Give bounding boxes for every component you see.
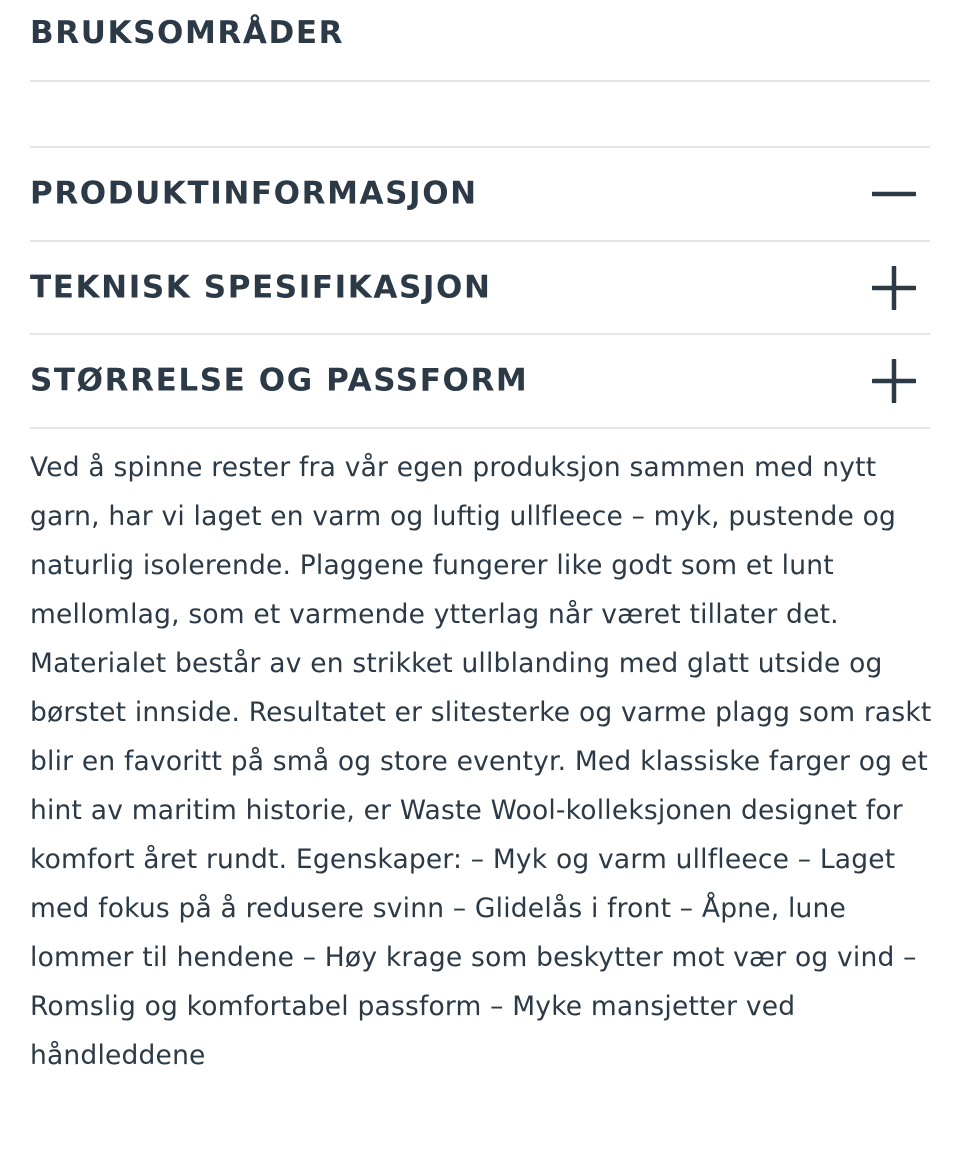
minus-icon[interactable]: [872, 172, 916, 216]
plus-icon[interactable]: [872, 266, 916, 310]
product-description: Ved å spinne rester fra vår egen produksjon sammen med nytt garn, har vi laget en varm og luftig ullfleece – myk, pustende og naturlig isolerende. Plaggene fungerer like godt som et lunt mellomlag, som et varmende ytterlag når været tillater det. Materialet består av en strikket ullblanding med glatt utside og børstet innside. Resultatet er slitesterke og varme plagg som raskt blir en favoritt på små og store eventyr. Med klassiske farger og et hint av maritim historie, er Waste Wool-kolleksjonen designet for komfort året rundt. Egenskaper: – Myk og varm ullfleece – Laget med fokus på å redusere svinn – Glidelås i front – Åpne, lune lommer til hendene – Høy krage som beskytter mot vær og vind – Romslig og komfortabel passform – Myke mansjetter ved håndleddene: [30, 452, 932, 1071]
plus-icon[interactable]: [872, 359, 916, 403]
accordion-label: PRODUKTINFORMASJON: [30, 175, 478, 212]
divider: [30, 427, 930, 429]
accordion-label: TEKNISK SPESIFIKASJON: [30, 269, 492, 306]
accordion-produktinformasjon[interactable]: [30, 148, 930, 240]
usage-section-title: BRUKSOMRÅDER: [30, 15, 345, 51]
accordion-teknisk-spesifikasjon[interactable]: [30, 242, 930, 334]
divider: [30, 80, 930, 82]
accordion-storrelse-og-passform[interactable]: [30, 335, 930, 427]
accordion-label: STØRRELSE OG PASSFORM: [30, 362, 529, 399]
